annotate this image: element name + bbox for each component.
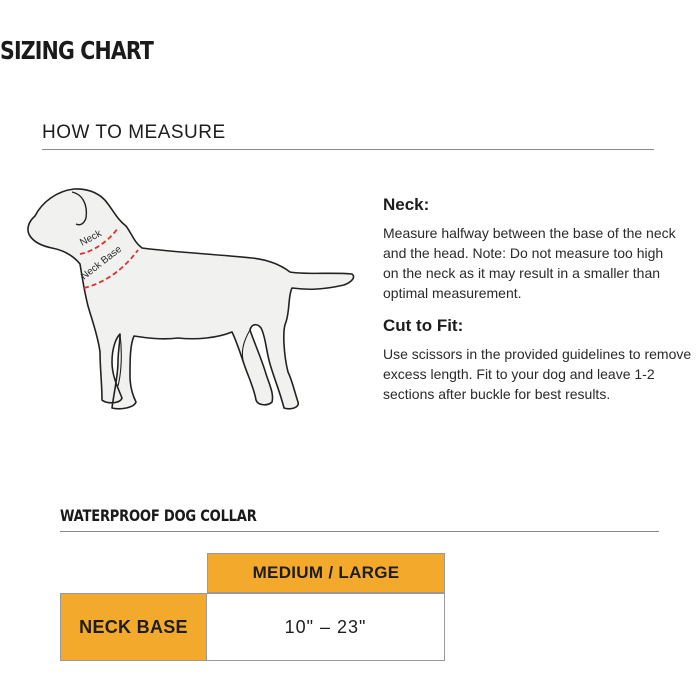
- cut-to-fit-heading: Cut to Fit:: [383, 316, 464, 335]
- section-title-how-to-measure: HOW TO MEASURE: [42, 122, 226, 143]
- cut-text-line: excess length. Fit to your dog and leave 1-2: [383, 366, 655, 382]
- size-column-header: MEDIUM / LARGE: [207, 553, 445, 593]
- cut-to-fit-instructions: [383, 316, 700, 404]
- dog-measurement-diagram: [22, 180, 362, 420]
- neck-text: [383, 223, 700, 303]
- neck-text-line: Measure halfway between the base of the neck: [383, 225, 676, 241]
- neck-instructions: [383, 195, 700, 303]
- neck-label: Neck: [78, 228, 104, 249]
- neck-heading: Neck:: [383, 195, 430, 214]
- section-divider: [42, 149, 654, 150]
- neck-base-label: Neck Base: [79, 243, 124, 283]
- dog-silhouette: [22, 180, 362, 420]
- cut-text-line: Use scissors in the provided guidelines to remove: [383, 346, 692, 362]
- size-row-label: NECK BASE: [60, 593, 207, 661]
- size-table: [60, 553, 445, 661]
- neck-text-line: optimal measurement.: [383, 285, 522, 301]
- size-value-cell: 10" – 23": [207, 593, 445, 661]
- neck-text-line: on the neck as it may result in a smaller than: [383, 265, 661, 281]
- page-title: SIZING CHART: [0, 36, 154, 65]
- dog-body-shape: [28, 189, 354, 409]
- product-title: WATERPROOF DOG COLLAR: [60, 506, 257, 525]
- product-divider: [60, 531, 659, 532]
- cut-to-fit-text: [383, 344, 700, 404]
- neck-text-line: and the head. Note: Do not measure too high: [383, 245, 664, 261]
- cut-text-line: sections after buckle for best results.: [383, 386, 611, 402]
